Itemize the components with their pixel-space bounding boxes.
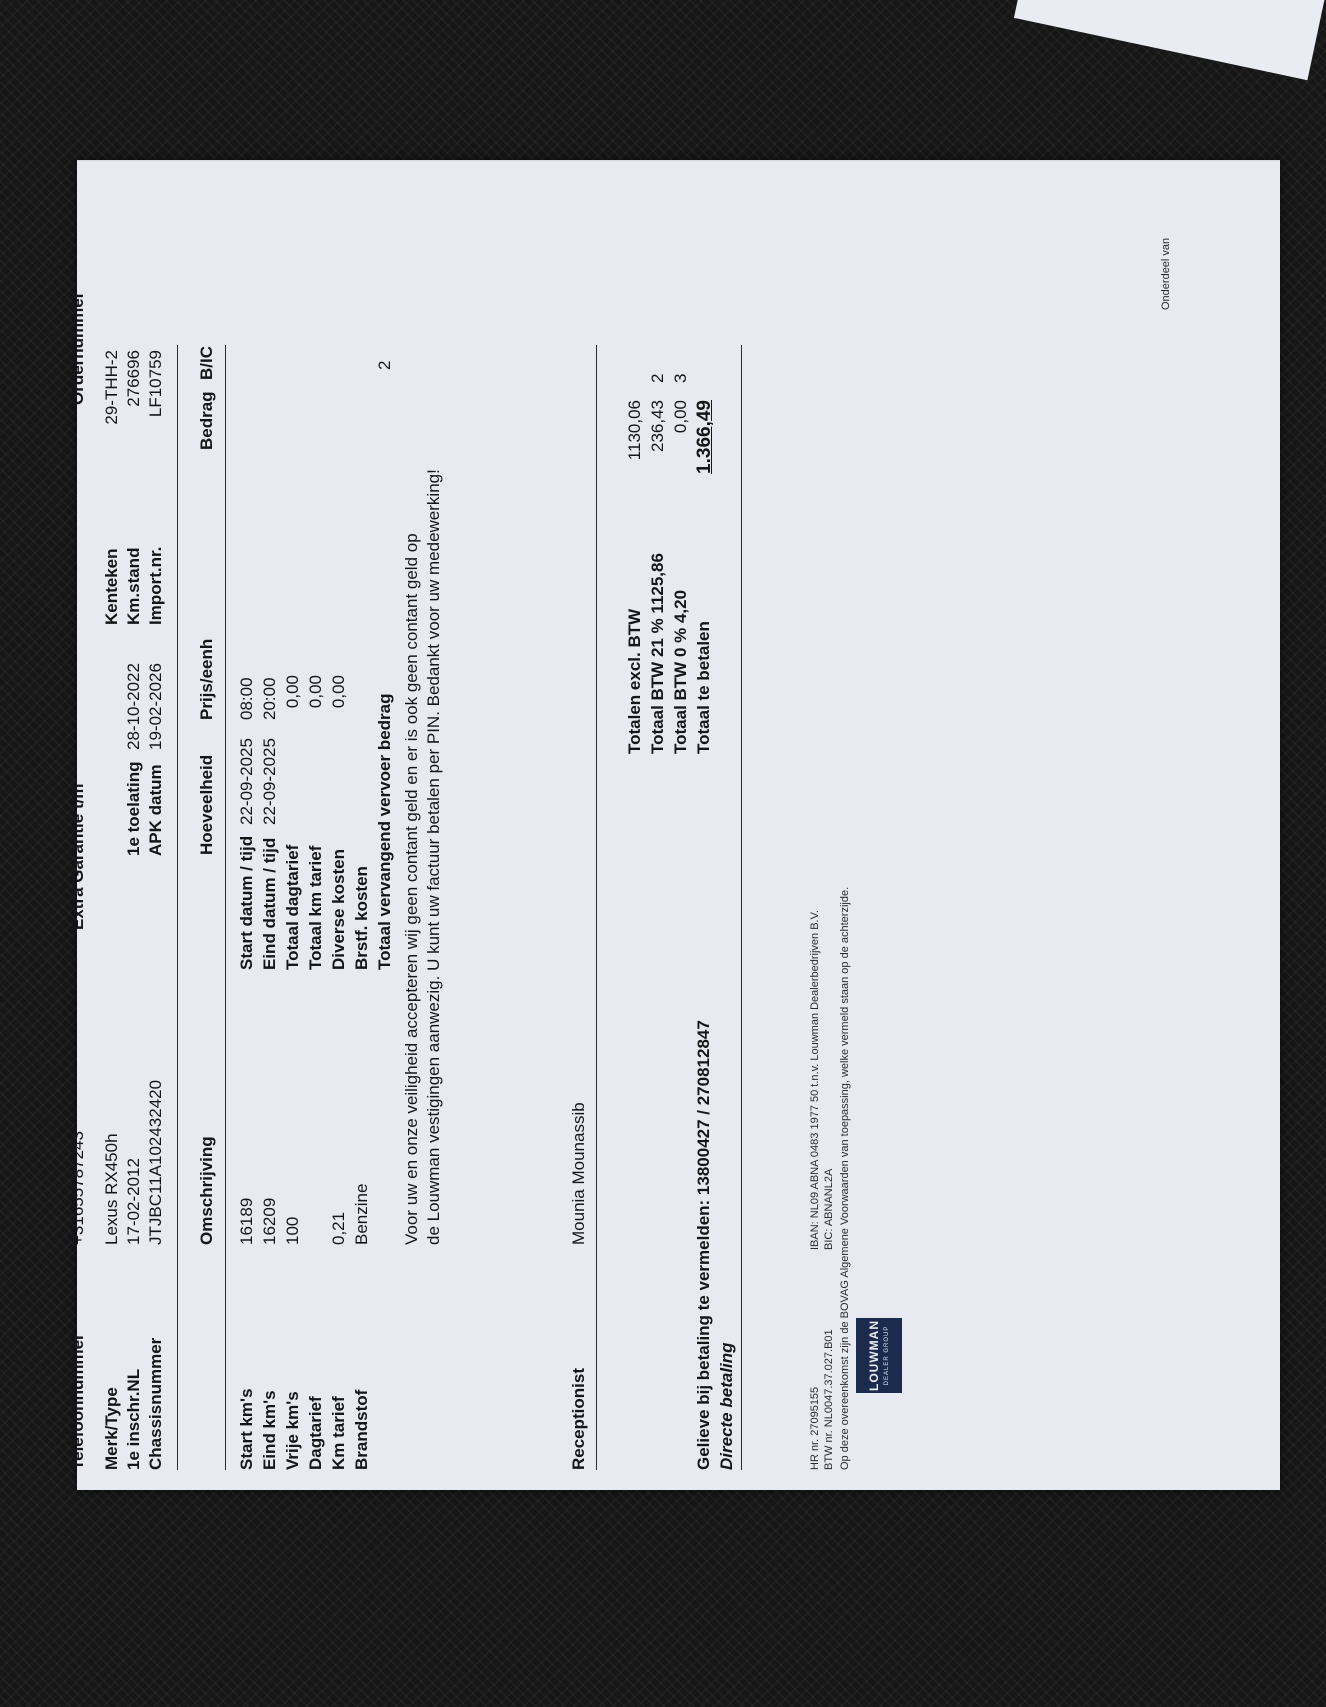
brstf-kosten-label: Brstf. kosten [352,866,371,970]
apk-label: APK datum [146,764,165,856]
col-bedrag: Bedrag [197,391,216,450]
invoice-paper [68,160,1280,1490]
totalen-excl-value: 1130,06 [625,400,644,461]
eind-km-value: 16209 [260,1197,279,1245]
background-paper-corner [1014,0,1326,80]
totals-rule-bottom [741,345,742,1470]
eind-datum-label: Eind datum / tijd [260,837,279,970]
merk-label: Merk/Type [102,1387,121,1470]
btw21-code: 2 [648,373,667,383]
invoice-content [68,160,1280,1490]
totaal-dagtarief-label: Totaal dagtarief [283,844,302,970]
footer-iban: IBAN: NL09 ABNA 0483 1977 50 t.n.v. Louwman Dealerbedrijven B.V. [809,910,821,1250]
btw0-label: Totaal BTW 0 % 4,20 [671,589,690,754]
brandstof-value: Benzine [352,1183,371,1245]
kmstand-label: Km.stand [124,547,143,625]
btw0-value: 0,00 [671,400,690,434]
toelating-value: 28-10-2022 [124,663,143,750]
inschr-value: 17-02-2012 [124,1158,143,1245]
totalen-excl-label: Totalen excl. BTW [625,608,644,754]
btw0-code: 3 [671,373,690,383]
vrije-km-value: 100 [283,1216,302,1245]
vrije-km-label: Vrije km's [283,1391,302,1470]
eind-datum-time: 20:00 [260,677,279,720]
brandstof-label: Brandstof [352,1389,371,1470]
diverse-kosten-value: 0,00 [329,675,348,709]
payment-reference: Gelieve bij betaling te vermelden: 13800427 / 270812847 [694,1020,713,1470]
start-km-label: Start km's [237,1388,256,1470]
diverse-kosten-label: Diverse kosten [329,849,348,970]
km-tarief-label: Km tarief [329,1396,348,1470]
col-omschrijving: Omschrijving [197,1136,216,1245]
totaal-dagtarief-value: 0,00 [283,675,302,709]
import-value: LF10759 [146,350,165,418]
header-telefoon-label: Telefoonnummer [68,1333,87,1470]
btw21-label: Totaal BTW 21 % 1125,86 [648,553,667,754]
header-garantie-label: Extra Garantie t/m [68,783,87,930]
km-tarief-value: 0,21 [329,1211,348,1245]
col-hoeveelheid: Hoeveelheid [197,754,216,855]
louwman-logo [856,1318,902,1393]
te-betalen-label: Totaal te betalen [694,621,713,754]
footer-onderdeel: Onderdeel van [1160,237,1172,310]
merk-value: Lexus RX450h [102,1133,121,1245]
btw21-value: 236,43 [648,400,667,452]
col-prijs: Prijs/eenh [197,638,216,720]
start-datum-time: 08:00 [237,677,256,720]
payment-method: Directe betaling [717,1342,736,1470]
kmstand-value: 276696 [124,350,143,407]
louwman-logo-inner [856,1318,902,1393]
eind-datum-date: 22-09-2025 [260,738,279,825]
receptionist-value: Mounia Mounassib [569,1102,588,1245]
inschr-label: 1e inschr.NL [124,1368,143,1470]
col-bic: B/IC [197,346,216,380]
totals-rule-top [596,345,597,1470]
dagtarief-label: Dagtarief [306,1396,325,1470]
chassis-label: Chassisnummer [146,1337,165,1470]
totaal-km-value: 0,00 [306,675,325,709]
receptionist-label: Receptionist [569,1367,588,1470]
totaal-vervangend-label: Totaal vervangend vervoer bedrag [375,693,394,970]
kenteken-value: 29-THH-2 [102,350,121,425]
eind-km-label: Eind km's [260,1390,279,1470]
footer-btw-nr: BTW nr. NL0047.37.027.B01 [823,1329,835,1470]
start-datum-date: 22-09-2025 [237,738,256,825]
logo-tagline: DEALER GROUP [884,1325,890,1386]
totaal-vervangend-code: 2 [375,360,394,370]
totaal-km-label: Totaal km tarief [306,845,325,970]
header-telefoon-value: +31655787243 [68,1131,87,1245]
kenteken-label: Kenteken [102,548,121,625]
start-km-value: 16189 [237,1197,256,1245]
toelating-label: 1e toelating [124,761,143,856]
chassis-value: JTJBC11A102432420 [146,1079,165,1245]
footer-bic: BIC: ABNANL2A [823,1168,835,1250]
header-ordernummer-label: Ordernummer [68,291,87,405]
apk-value: 19-02-2026 [146,663,165,750]
footer-terms: Op deze overeenkomst zijn de BOVAG Algemene Voorwaarden van toepassing, welke vermeld staan op de achterzijde. [839,886,851,1470]
import-label: Import.nr. [146,546,165,625]
start-datum-label: Start datum / tijd [237,835,256,970]
footer-hr-nr: HR nr. 27095155 [809,1386,821,1470]
notice-line-1: Voor uw en onze veiligheid accepteren wij geen contant geld en er is ook geen contant geld op [402,533,421,1245]
te-betalen-value: 1.366,49 [694,400,715,474]
header-rule-top [177,345,178,1470]
logo-name: LOUWMAN [867,1320,881,1391]
notice-line-2: de Louwman vestigingen aanwezig. U kunt uw factuur betalen per PIN. Bedankt voor uw medewerking! [424,469,443,1245]
header-rule-bottom [225,345,226,1470]
